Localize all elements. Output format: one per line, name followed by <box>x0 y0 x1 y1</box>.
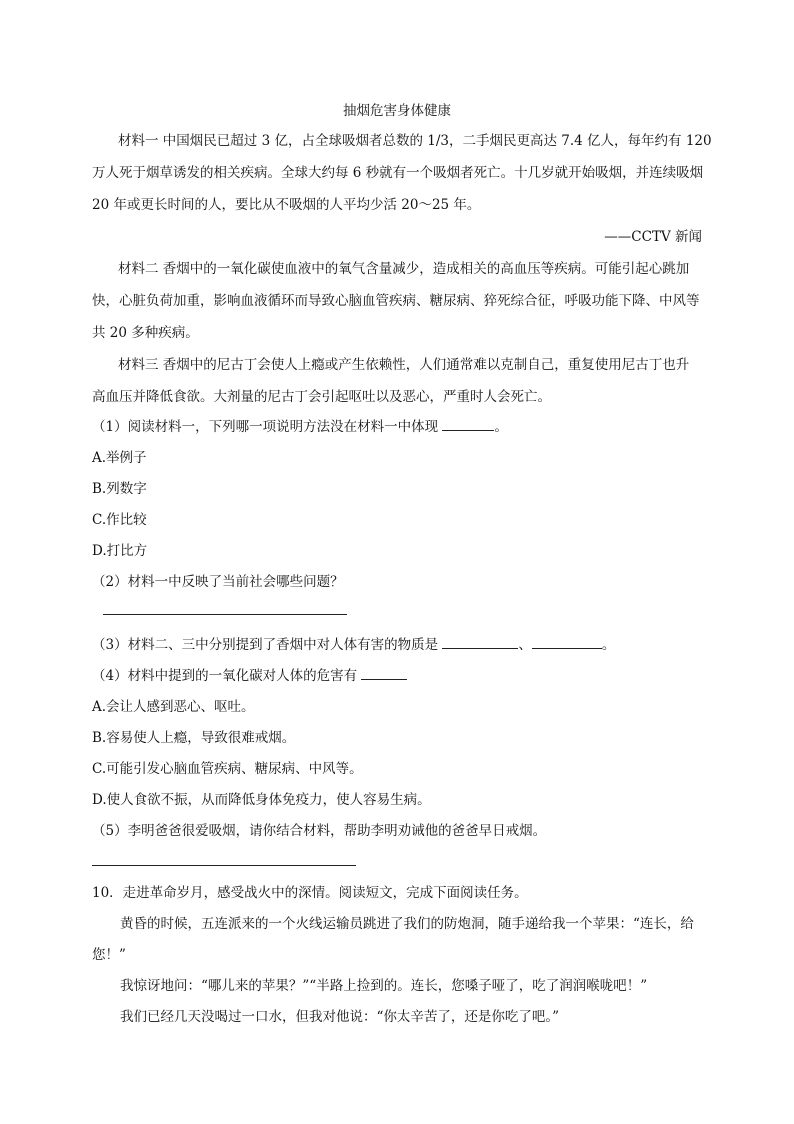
material1-line2: 万人死于烟草诱发的相关疾病。全球大约每 6 秒就有一个吸烟者死亡。十几岁就开始吸烟，并连续吸烟 <box>92 165 704 181</box>
question-5: （5）李明爸爸很爱吸烟，请你结合材料，帮助李明劝诫他的爸爸早日戒烟。 <box>92 823 547 839</box>
material2-line3: 共 20 多种疾病。 <box>92 325 199 341</box>
question-3-end: 。 <box>601 637 616 653</box>
question-4-stem: （4）材料中提到的一氧化碳对人体的危害有 <box>92 668 362 684</box>
question-2: （2）材料一中反映了当前社会哪些问题？ <box>92 574 344 590</box>
question-10-heading: 10．走进革命岁月，感受战火中的深情。阅读短文，完成下面阅读任务。 <box>92 885 528 901</box>
question-1 <box>92 418 508 436</box>
question-3-sep: 、 <box>518 637 532 653</box>
q10-paragraph-1a: 黄昏的时候，五连派来的一个火线运输员跳进了我们的防炮洞，随手递给我一个苹果：“连长，给 <box>120 916 694 932</box>
material1-line1: 材料一 中国烟民已超过 3 亿，占全球吸烟者总数的 1/3，二手烟民更高达 7.4 亿人，每年约有 120 <box>118 133 712 149</box>
passage-title: 抽烟危害身体健康 <box>343 103 451 119</box>
q1-option-d: D.打比方 <box>92 543 148 559</box>
answer-blank[interactable] <box>442 418 494 431</box>
q4-option-d: D.使人食欲不振，从而降低身体免疫力，使人容易生病。 <box>92 792 431 808</box>
answer-line-q2[interactable] <box>103 614 347 615</box>
answer-line-q5[interactable] <box>92 865 356 866</box>
q1-option-c: C.作比较 <box>92 512 147 528</box>
q10-paragraph-3: 我们已经几天没喝过一口水，但我对他说：“你太辛苦了，还是你吃了吧。” <box>120 1009 560 1025</box>
question-1-end: 。 <box>494 419 508 435</box>
question-4 <box>92 667 407 685</box>
material1-source: ——CCTV 新闻 <box>604 229 702 245</box>
q10-paragraph-2: 我惊讶地问：“哪儿来的苹果？”“半路上捡到的。连长，您嗓子哑了，吃了润润喉咙吧！” <box>120 978 648 994</box>
material2-line2: 快，心脏负荷加重，影响血液循环而导致心脑血管疾病、糖尿病、猝死综合征，呼吸功能下降、中风等 <box>92 293 700 309</box>
material2-line1: 材料二 香烟中的一氧化碳使血液中的氧气含量减少，造成相关的高血压等疾病。可能引起心跳加 <box>118 261 690 277</box>
question-1-stem: （1）阅读材料一，下列哪一项说明方法没在材料一中体现 <box>92 419 443 435</box>
q4-option-c: C.可能引发心脑血管疾病、糖尿病、中风等。 <box>92 761 363 777</box>
q10-paragraph-1b: 您！” <box>92 947 126 963</box>
material3-line1: 材料三 香烟中的尼古丁会使人上瘾或产生依赖性，人们通常难以克制自己，重复使用尼古丁也升 <box>118 357 690 373</box>
q4-option-a: A.会让人感到恶心、呕吐。 <box>92 699 255 715</box>
answer-blank[interactable] <box>442 636 518 649</box>
question-3 <box>92 636 615 654</box>
material1-line3: 20 年或更长时间的人，要比从不吸烟的人平均少活 20～25 年。 <box>92 197 481 213</box>
q1-option-a: A.举例子 <box>92 450 147 466</box>
answer-blank[interactable] <box>361 667 407 680</box>
q1-option-b: B.列数字 <box>92 481 147 497</box>
material3-line2: 高血压并降低食欲。大剂量的尼古丁会引起呕吐以及恶心，严重时人会死亡。 <box>92 389 551 405</box>
question-3-stem: （3）材料二、三中分别提到了香烟中对人体有害的物质是 <box>92 637 443 653</box>
q4-option-b: B.容易使人上瘾，导致很难戒烟。 <box>92 730 296 746</box>
answer-blank[interactable] <box>532 636 602 649</box>
